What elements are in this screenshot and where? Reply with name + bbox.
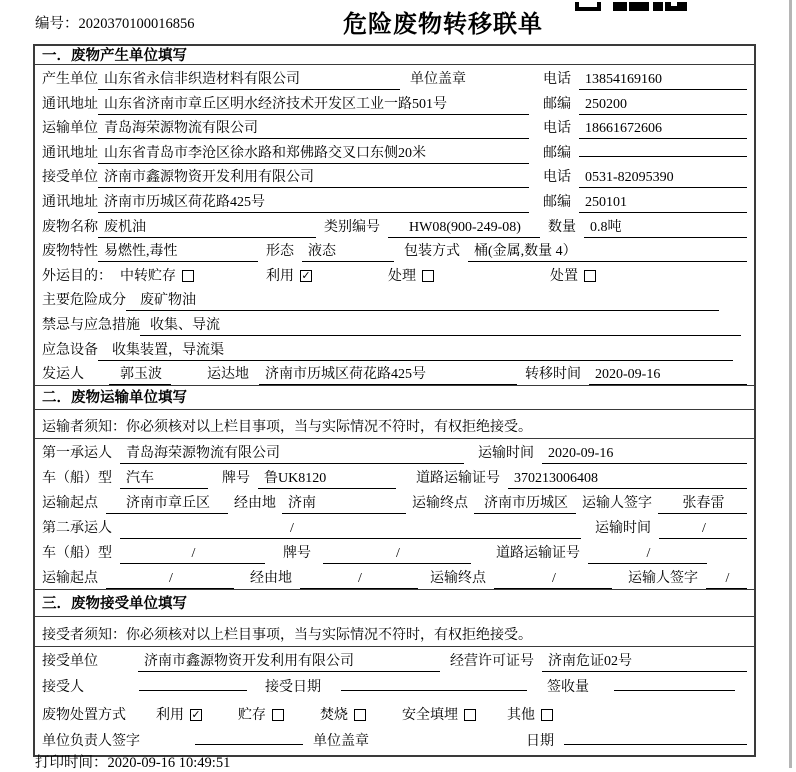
row-taboo — [35, 311, 754, 336]
via1-value: 济南 — [282, 492, 406, 514]
packing-value: 桶(金属,数量 4） — [468, 240, 747, 262]
waste-name-value: 废机油 — [98, 216, 316, 238]
head-sign-label: 单位负责人签字 — [42, 733, 140, 749]
section3-title: 三．废物接受单位填写 — [35, 589, 754, 617]
producer-label: 产生单位 — [42, 72, 98, 87]
disposal-landfill-option — [402, 704, 476, 724]
quantity-label: 数量 — [548, 219, 576, 235]
plate2-label: 牌号 — [283, 545, 311, 561]
row-receiver — [35, 163, 754, 188]
date-value[interactable] — [564, 730, 747, 745]
row-transporter — [35, 114, 754, 139]
received-qty-value[interactable] — [614, 676, 735, 691]
purpose-dispose-checkbox[interactable] — [584, 270, 596, 282]
sign2-value: / — [706, 571, 747, 589]
carrier1-label: 第一承运人 — [42, 445, 112, 461]
row-equipment — [35, 336, 754, 361]
character-value: 易燃性,毒性 — [98, 240, 258, 262]
row-disposal — [35, 701, 754, 727]
zip3-value: 250101 — [579, 195, 747, 213]
waste-name-label: 废物名称 — [42, 219, 98, 235]
section2-title: 二．废物运输单位填写 — [35, 385, 754, 410]
row-carrier2 — [35, 514, 754, 539]
transporter-value: 青岛海荣源物流有限公司 — [98, 117, 529, 139]
license-label: 经营许可证号 — [450, 653, 534, 669]
acceptor-label: 接受人 — [42, 679, 84, 695]
vehicle1-value: 汽车 — [120, 467, 208, 489]
date-label: 日期 — [526, 733, 554, 749]
disposal-store-label: 贮存 — [238, 707, 266, 723]
section3-notice: 接受者须知：你必须核对以上栏目事项，当与实际情况不符时，有权拒绝接受。 — [35, 617, 754, 647]
row-route1 — [35, 489, 754, 514]
row-hazard — [35, 286, 754, 311]
row-carrier1 — [35, 439, 754, 464]
via2-value: / — [300, 571, 418, 589]
end1-value: 济南市历城区 — [474, 492, 576, 514]
vehicle2-value: / — [120, 546, 265, 564]
phone2-label: 电话 — [543, 121, 571, 137]
addr2-value: 山东省青岛市李沧区徐水路和郑佛路交叉口东侧20米 — [98, 142, 529, 164]
consignor-label: 发运人 — [42, 367, 84, 383]
purpose-utilize-option — [266, 265, 312, 285]
consignor-value: 郭玉波 — [109, 363, 171, 385]
disposal-label: 废物处置方式 — [42, 707, 126, 723]
vehicle1-label: 车（船）型 — [42, 470, 112, 486]
producer-value: 山东省永信非织造材料有限公司 — [98, 68, 400, 90]
equipment-label: 应急设备 — [42, 342, 98, 358]
disposal-utilize-label: 利用 — [156, 707, 184, 723]
addr1-label: 通讯地址 — [42, 96, 98, 112]
addr2-label: 通讯地址 — [42, 145, 98, 161]
unit-seal2-label: 单位盖章 — [313, 733, 369, 749]
phone1-label: 电话 — [543, 72, 571, 87]
unit-seal-label: 单位盖章 — [410, 72, 466, 87]
page-title: 危险废物转移联单 — [343, 11, 543, 38]
purpose-transfer-option — [120, 265, 194, 285]
hazard-value: 废矿物油 — [126, 289, 719, 311]
purpose-dispose-label: 处置 — [550, 268, 578, 284]
via2-label: 经由地 — [250, 570, 292, 586]
plate1-label: 牌号 — [222, 470, 250, 486]
purpose-treat-option — [388, 265, 434, 285]
form-value: 液态 — [302, 240, 394, 262]
row-consignor — [35, 360, 754, 385]
purpose-utilize-checkbox[interactable]: ✓ — [301, 269, 311, 283]
origin2-label: 运输起点 — [42, 570, 98, 586]
form-table — [33, 44, 756, 757]
print-time-label: 打印时间： — [35, 755, 108, 771]
disposal-burn-checkbox[interactable] — [354, 709, 366, 721]
accept-unit-label: 接受单位 — [42, 653, 98, 669]
time2-value: / — [659, 521, 747, 539]
category-label: 类别编号 — [324, 219, 380, 235]
accept-date-label: 接受日期 — [265, 679, 321, 695]
phone3-label: 电话 — [543, 170, 571, 186]
via1-label: 经由地 — [234, 495, 276, 511]
disposal-other-option — [507, 704, 553, 724]
purpose-transfer-label: 中转贮存 — [120, 268, 176, 284]
qr-code — [575, 0, 687, 9]
permit2-value: / — [588, 546, 707, 564]
sign1-label: 运输人签字 — [582, 495, 652, 511]
purpose-dispose-option — [550, 265, 596, 285]
doc-number-value: 2020370100016856 — [78, 16, 195, 32]
row-waste-character — [35, 237, 754, 262]
row-producer — [35, 65, 754, 90]
zip1-value: 250200 — [579, 97, 747, 115]
permit2-label: 道路运输证号 — [496, 545, 580, 561]
disposal-utilize-checkbox[interactable]: ✓ — [191, 708, 201, 722]
license-value: 济南危证02号 — [542, 650, 747, 672]
origin1-value: 济南市章丘区 — [106, 492, 228, 514]
disposal-burn-option — [320, 704, 366, 724]
received-qty-label: 签收量 — [547, 679, 589, 695]
zip2-label: 邮编 — [543, 145, 571, 161]
equipment-value: 收集装置，导流渠 — [98, 339, 733, 361]
phone3-value: 0531-82095390 — [579, 170, 747, 188]
time2-label: 运输时间 — [595, 520, 651, 536]
purpose-transfer-checkbox[interactable] — [182, 270, 194, 282]
row-acceptor — [35, 673, 754, 701]
disposal-store-option — [238, 704, 284, 724]
page-edge-line — [789, 0, 792, 768]
head-sign-value[interactable] — [195, 730, 303, 745]
row-route2 — [35, 564, 754, 589]
transfer-time-value: 2020-09-16 — [589, 367, 747, 385]
destination-label: 运达地 — [207, 367, 249, 383]
transfer-time-label: 转移时间 — [525, 367, 581, 383]
character-label: 废物特性 — [42, 244, 98, 260]
disposal-utilize-option — [156, 704, 202, 724]
print-time-value: 2020-09-16 10:49:51 — [107, 755, 231, 771]
taboo-label: 禁忌与应急措施 — [42, 317, 140, 333]
taboo-value: 收集、导流 — [140, 314, 741, 336]
purpose-utilize-label: 利用 — [266, 268, 294, 284]
row-waste-name — [35, 213, 754, 238]
zip1-label: 邮编 — [543, 96, 571, 112]
row-transporter-address — [35, 139, 754, 164]
end2-label: 运输终点 — [430, 570, 486, 586]
zip2-value — [579, 142, 747, 157]
sign2-label: 运输人签字 — [628, 570, 698, 586]
row-accept-unit — [35, 647, 754, 673]
row-receiver-address — [35, 188, 754, 213]
receiver-value: 济南市鑫源物资开发利用有限公司 — [98, 166, 529, 188]
purpose-label: 外运目的： — [42, 268, 112, 284]
packing-label: 包装方式 — [404, 244, 460, 260]
disposal-landfill-checkbox[interactable] — [464, 709, 476, 721]
accept-unit-value: 济南市鑫源物资开发利用有限公司 — [138, 650, 440, 672]
phone1-value: 13854169160 — [579, 72, 747, 90]
carrier2-value: / — [120, 521, 581, 539]
disposal-burn-label: 焚烧 — [320, 707, 348, 723]
section1-title: 一．废物产生单位填写 — [35, 46, 754, 65]
hazard-label: 主要危险成分 — [42, 293, 126, 309]
form-label: 形态 — [266, 244, 294, 260]
sign1-value: 张春雷 — [658, 492, 747, 514]
time1-label: 运输时间 — [478, 445, 534, 461]
print-time — [35, 751, 230, 772]
accept-date-value[interactable] — [341, 676, 527, 691]
row-producer-address — [35, 90, 754, 115]
origin1-label: 运输起点 — [42, 495, 98, 511]
disposal-store-checkbox[interactable] — [272, 709, 284, 721]
disposal-landfill-label: 安全填埋 — [402, 707, 458, 723]
carrier1-value: 青岛海荣源物流有限公司 — [120, 442, 464, 464]
addr3-value: 济南市历城区荷花路425号 — [98, 191, 529, 213]
addr1-value: 山东省济南市章丘区明水经济技术开发区工业一路501号 — [98, 93, 529, 115]
acceptor-value[interactable] — [139, 676, 247, 691]
plate2-value: / — [323, 546, 471, 564]
addr3-label: 通讯地址 — [42, 194, 98, 210]
zip3-label: 邮编 — [543, 194, 571, 210]
receiver-label: 接受单位 — [42, 170, 98, 186]
quantity-value: 0.8吨 — [584, 216, 747, 238]
doc-number-label: 编号： — [35, 16, 79, 32]
permit1-value: 370213006408 — [508, 471, 747, 489]
phone2-value: 18661672606 — [579, 121, 747, 139]
end1-label: 运输终点 — [412, 495, 468, 511]
purpose-treat-label: 处理 — [388, 268, 416, 284]
permit1-label: 道路运输证号 — [416, 470, 500, 486]
vehicle2-label: 车（船）型 — [42, 545, 112, 561]
origin2-value: / — [106, 571, 234, 589]
row-purpose — [35, 262, 754, 287]
disposal-other-label: 其他 — [507, 707, 535, 723]
plate1-value: 鲁UK8120 — [258, 467, 396, 489]
purpose-treat-checkbox[interactable] — [422, 270, 434, 282]
section2-notice: 运输者须知：你必须核对以上栏目事项，当与实际情况不符时，有权拒绝接受。 — [35, 410, 754, 439]
time1-value: 2020-09-16 — [542, 446, 747, 464]
carrier2-label: 第二承运人 — [42, 520, 112, 536]
category-value: HW08(900-249-08) — [388, 220, 540, 238]
end2-value: / — [494, 571, 612, 589]
destination-value: 济南市历城区荷花路425号 — [259, 363, 517, 385]
disposal-other-checkbox[interactable] — [541, 709, 553, 721]
transporter-label: 运输单位 — [42, 121, 98, 137]
row-vehicle2 — [35, 539, 754, 564]
row-vehicle1 — [35, 464, 754, 489]
